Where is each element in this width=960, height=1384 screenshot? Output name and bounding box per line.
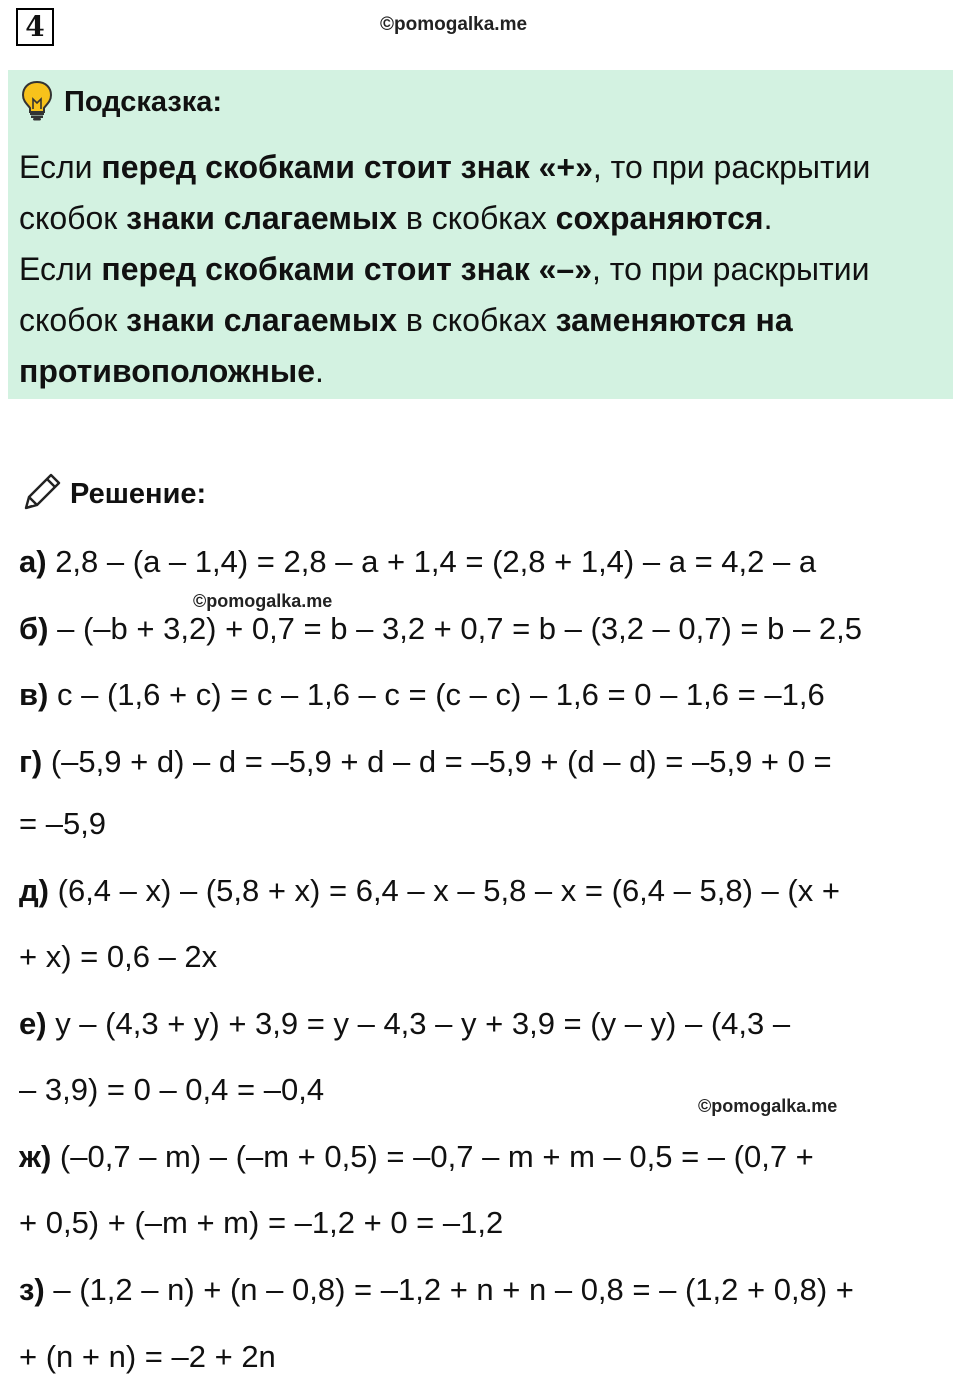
solution-line-e-cont: – 3,9) = 0 – 0,4 = –0,4 (19, 1072, 325, 1107)
item-label: е) (19, 1006, 47, 1041)
item-expression: c – (1,6 + c) = c – 1,6 – c = (c – c) – 1,6 = 0 – 1,6 = –1,6 (48, 677, 825, 712)
lightbulb-icon (20, 79, 54, 125)
item-label: д) (19, 873, 50, 908)
solution-line-g-cont: = –5,9 (19, 806, 107, 841)
hint-title: Подсказка: (64, 85, 223, 118)
solution-line-z-cont: + (n + n) = –2 + 2n (19, 1339, 276, 1374)
hint-text-span: Если (19, 251, 102, 287)
hint-text-span: , то при раскрытии скобок (19, 149, 871, 236)
solution-line-a (19, 542, 816, 582)
hint-text-span: в скобках (397, 302, 556, 338)
item-expression: 2,8 – (a – 1,4) = 2,8 – a + 1,4 = (2,8 + 1,4) – a = 4,2 – a (46, 544, 817, 579)
hint-box (8, 70, 953, 399)
watermark: ©pomogalka.me (698, 1096, 838, 1116)
hint-text-span: . (763, 200, 773, 236)
item-label: ж) (19, 1139, 52, 1174)
item-label: в) (19, 677, 49, 712)
hint-text-span: . (315, 353, 324, 389)
hint-text-span: , то при раскрытии скобок (19, 251, 870, 338)
item-expression: (6,4 – x) – (5,8 + x) = 6,4 – x – 5,8 – x = (6,4 – 5,8) – (x + (49, 873, 840, 908)
watermark: ©pomogalka.me (380, 14, 528, 35)
item-expression: y – (4,3 + y) + 3,9 = y – 4,3 – y + 3,9 = (y – y) – (4,3 – (46, 1006, 791, 1041)
item-expression: – (1,2 – n) + (n – 0,8) = –1,2 + n + n – 0,8 = – (1,2 + 0,8) + (44, 1272, 854, 1307)
hint-bold-span: сохраняются (555, 200, 764, 236)
item-label: з) (19, 1272, 45, 1307)
solution-line-b (19, 609, 862, 649)
hint-paragraph-2 (19, 244, 944, 397)
hint-bold-span: перед скобками стоит знак «+» (101, 149, 593, 185)
item-expression: (–5,9 + d) – d = –5,9 + d – d = –5,9 + (d – d) = –5,9 + 0 = (42, 744, 832, 779)
hint-bold-span: знаки слагаемых (126, 200, 397, 236)
hint-paragraph-1 (19, 142, 944, 244)
hint-header (20, 80, 222, 124)
item-label: б) (19, 611, 49, 646)
solution-line-zh-cont: + 0,5) + (–m + m) = –1,2 + 0 = –1,2 (19, 1205, 504, 1240)
solution-line-e (19, 1004, 790, 1044)
hint-bold-span: перед скобками стоит знак «–» (101, 251, 592, 287)
hint-bold-span: заменяются на противоположные (19, 302, 793, 389)
hint-text (19, 142, 944, 397)
solution-header (20, 470, 206, 518)
solution-line-d (19, 871, 840, 911)
hint-bold-span: знаки слагаемых (126, 302, 397, 338)
solution-title: Решение: (70, 477, 207, 510)
item-label: а) (19, 544, 47, 579)
hint-text-span: Если (19, 149, 102, 185)
solution-line-d-cont: + x) = 0,6 – 2x (19, 939, 218, 974)
solution-line-z (19, 1270, 854, 1310)
solution-line-v (19, 675, 825, 715)
hint-text-span: в скобках (397, 200, 556, 236)
pencil-icon (20, 470, 64, 518)
task-number: 4 (16, 8, 54, 46)
item-label: г) (19, 744, 43, 779)
solution-line-zh (19, 1137, 814, 1177)
item-expression: (–0,7 – m) – (–m + 0,5) = –0,7 – m + m – 0,5 = – (0,7 + (51, 1139, 814, 1174)
solution-line-g (19, 742, 832, 782)
watermark: ©pomogalka.me (193, 591, 333, 611)
item-expression: – (–b + 3,2) + 0,7 = b – 3,2 + 0,7 = b – (3,2 – 0,7) = b – 2,5 (48, 611, 862, 646)
